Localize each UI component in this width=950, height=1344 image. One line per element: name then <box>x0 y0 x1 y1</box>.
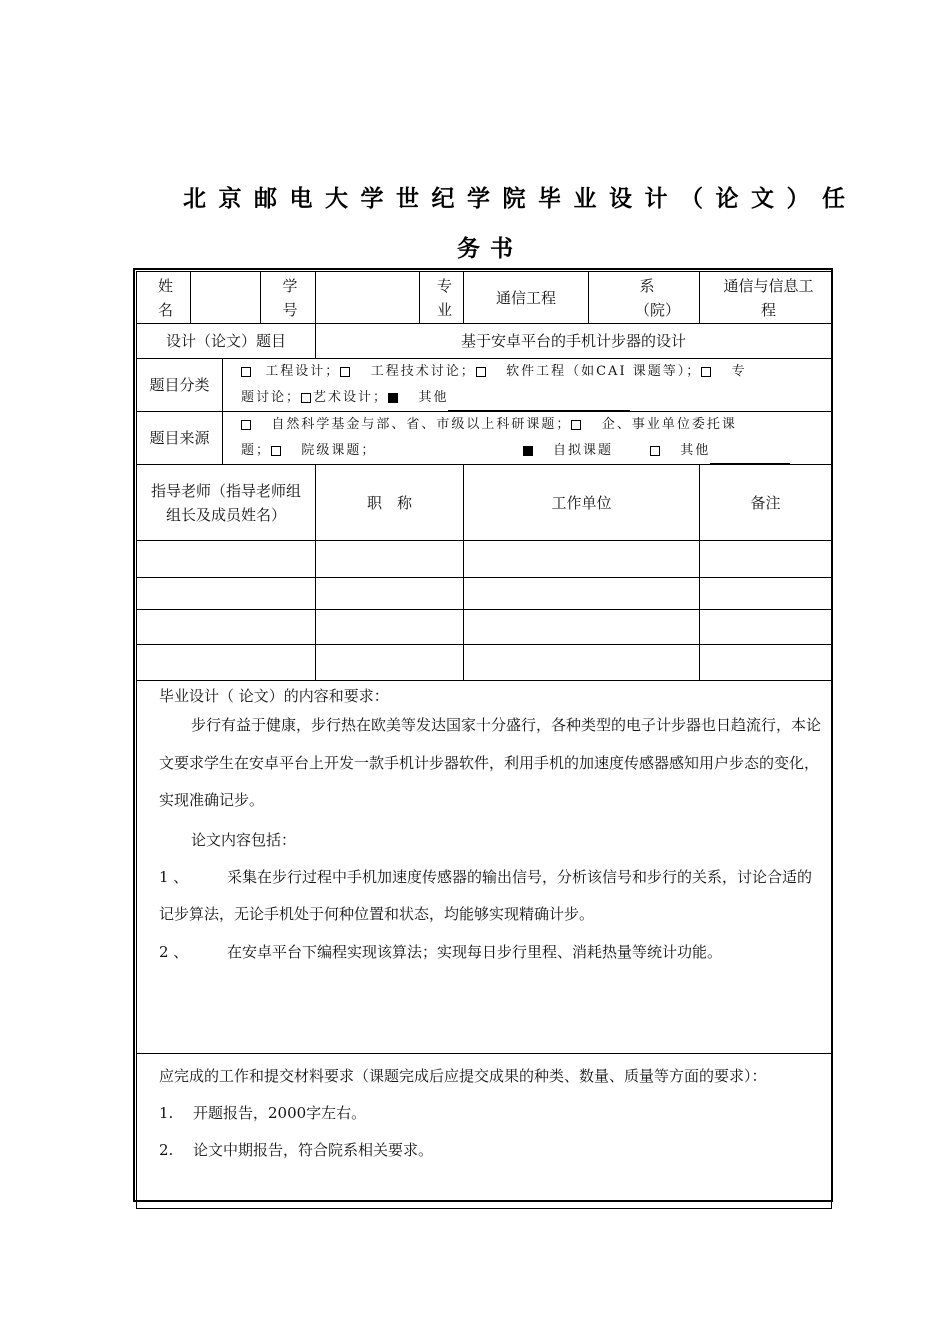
category-options-line2: 题讨论； 艺术设计； 其他 <box>241 385 825 411</box>
col-note: 备注 <box>700 465 832 541</box>
advisor-unit-cell[interactable] <box>464 541 700 578</box>
advisor-title-cell[interactable] <box>316 645 464 681</box>
advisor-title-cell[interactable] <box>316 541 464 578</box>
option-software-engineering: 软件工程（如CAI 课题等）； <box>506 364 702 379</box>
category-options-line1: 工程设计； 工程技术讨论； 软件工程（如CAI 课题等）； 专 <box>241 359 825 385</box>
checkbox-enterprise[interactable] <box>571 420 581 430</box>
document-title-line2: 务书 <box>457 236 523 262</box>
advisor-row <box>137 610 832 645</box>
option-science-fund: 自然科学基金与部、省、市级以上科研课题； <box>271 417 572 432</box>
deliverables-item-2 <box>159 1132 825 1169</box>
option-engineering-design: 工程设计； <box>265 364 341 379</box>
topic-label: 设计（论文）题目 <box>137 324 316 359</box>
item-text: 在安卓平台下编程实现该算法；实现每日步行里程、消耗热量等统计功能。 <box>227 942 723 961</box>
requirements-heading: 毕业设计（ 论文）的内容和要求： <box>159 687 389 705</box>
deliverables-cell <box>137 1054 832 1209</box>
student-id-label: 学号 <box>261 272 316 324</box>
advisor-note-cell[interactable] <box>700 645 832 681</box>
item-number: 1. <box>159 1104 174 1122</box>
source-options-line1: 自然科学基金与部、省、市级以上科研课题； 企、事业单位委托课 <box>241 412 825 438</box>
requirements-cell <box>137 681 832 1054</box>
advisor-note-cell[interactable] <box>700 610 832 645</box>
item-number: 2 、 <box>159 942 189 961</box>
advisor-row <box>137 645 832 681</box>
topic-value[interactable]: 基于安卓平台的手机计步器的设计 <box>316 324 832 359</box>
requirements-item-2 <box>159 934 825 971</box>
item-number: 1 、 <box>159 867 189 886</box>
requirements-list-heading: 论文内容包括： <box>191 830 297 849</box>
requirements-intro: 步行有益于健康，步行热在欧美等发达国家十分盛行，各种类型的电子计步器也日趋流行，本论文要求学生在安卓平台上开发一款手机计步器软件，利用手机的加速度传感器感知用户步态的变化，实现准确记步。 <box>159 716 822 809</box>
department-label: 系（院） <box>589 272 700 324</box>
item-number: 2. <box>159 1141 174 1159</box>
checkbox-college-topic[interactable] <box>271 446 281 456</box>
option-self-topic: 自拟课题 <box>552 443 613 458</box>
topic-row <box>137 324 832 359</box>
student-id-value[interactable] <box>316 272 420 324</box>
item-text: 论文中期报告，符合院系相关要求。 <box>193 1141 434 1159</box>
document-title-line1: 北京邮电大学世纪学院毕业设计（论文）任 <box>183 186 858 212</box>
source-other-blank-line[interactable] <box>710 463 790 464</box>
major-label: 专业 <box>420 272 464 324</box>
advisor-note-cell[interactable] <box>700 541 832 578</box>
source-row <box>137 412 832 465</box>
category-label: 题目分类 <box>137 359 223 411</box>
option-other: 其他 <box>418 390 449 405</box>
col-work-unit: 工作单位 <box>464 465 700 541</box>
checkbox-art-design[interactable] <box>301 393 311 403</box>
deliverables-row <box>137 1054 832 1209</box>
advisor-name-cell[interactable] <box>137 541 316 578</box>
advisor-row <box>137 578 832 610</box>
checkbox-source-other[interactable] <box>650 446 660 456</box>
checkbox-self-topic-checked[interactable] <box>523 446 533 456</box>
category-cell <box>137 359 832 412</box>
checkbox-software-engineering[interactable] <box>476 367 486 377</box>
deliverables-heading: 应完成的工作和提交材料要求（课题完成后应提交成果的种类、数量、质量等方面的要求）： <box>159 1067 767 1085</box>
task-form-table <box>136 271 832 1209</box>
item-text: 开题报告，2000字左右。 <box>193 1104 367 1122</box>
name-value[interactable] <box>191 272 261 324</box>
checkbox-special-topic[interactable] <box>701 367 711 377</box>
name-label: 姓名 <box>137 272 191 324</box>
checkbox-engineering-design[interactable] <box>241 367 251 377</box>
advisor-name-cell[interactable] <box>137 578 316 610</box>
source-label: 题目来源 <box>137 412 223 464</box>
option-source-other: 其他 <box>680 443 711 458</box>
advisor-header-row <box>137 465 832 541</box>
advisor-name-cell[interactable] <box>137 610 316 645</box>
major-value[interactable]: 通信工程 <box>464 272 589 324</box>
advisor-title-cell[interactable] <box>316 610 464 645</box>
advisor-note-cell[interactable] <box>700 578 832 610</box>
advisor-row <box>137 541 832 578</box>
requirements-item-1 <box>159 859 825 934</box>
advisor-name-cell[interactable] <box>137 645 316 681</box>
advisor-title-cell[interactable] <box>316 578 464 610</box>
source-options-line2: 题； 院级课题； 自拟课题 其他 <box>241 438 825 464</box>
advisor-unit-cell[interactable] <box>464 610 700 645</box>
advisor-label: 指导老师（指导老师组组长及成员姓名） <box>137 465 316 541</box>
category-row <box>137 359 832 412</box>
department-value[interactable]: 通信与信息工程 <box>700 272 832 324</box>
checkbox-engineering-discussion[interactable] <box>340 367 350 377</box>
basic-info-row <box>137 272 832 324</box>
advisor-unit-cell[interactable] <box>464 578 700 610</box>
option-art-design: 艺术设计； <box>313 390 389 405</box>
col-title: 职 称 <box>316 465 464 541</box>
item-text: 采集在步行过程中手机加速度传感器的输出信号，分析该信号和步行的关系，讨论合适的记步算法，无论手机处于何种位置和状态，均能够实现精确计步。 <box>159 867 813 923</box>
checkbox-other-checked[interactable] <box>388 393 398 403</box>
option-engineering-discussion: 工程技术讨论； <box>370 364 476 379</box>
source-cell <box>137 412 832 465</box>
requirements-row <box>137 681 832 1054</box>
checkbox-science-fund[interactable] <box>241 420 251 430</box>
advisor-unit-cell[interactable] <box>464 645 700 681</box>
option-college-topic: 院级课题； <box>301 443 377 458</box>
deliverables-item-1 <box>159 1095 825 1132</box>
